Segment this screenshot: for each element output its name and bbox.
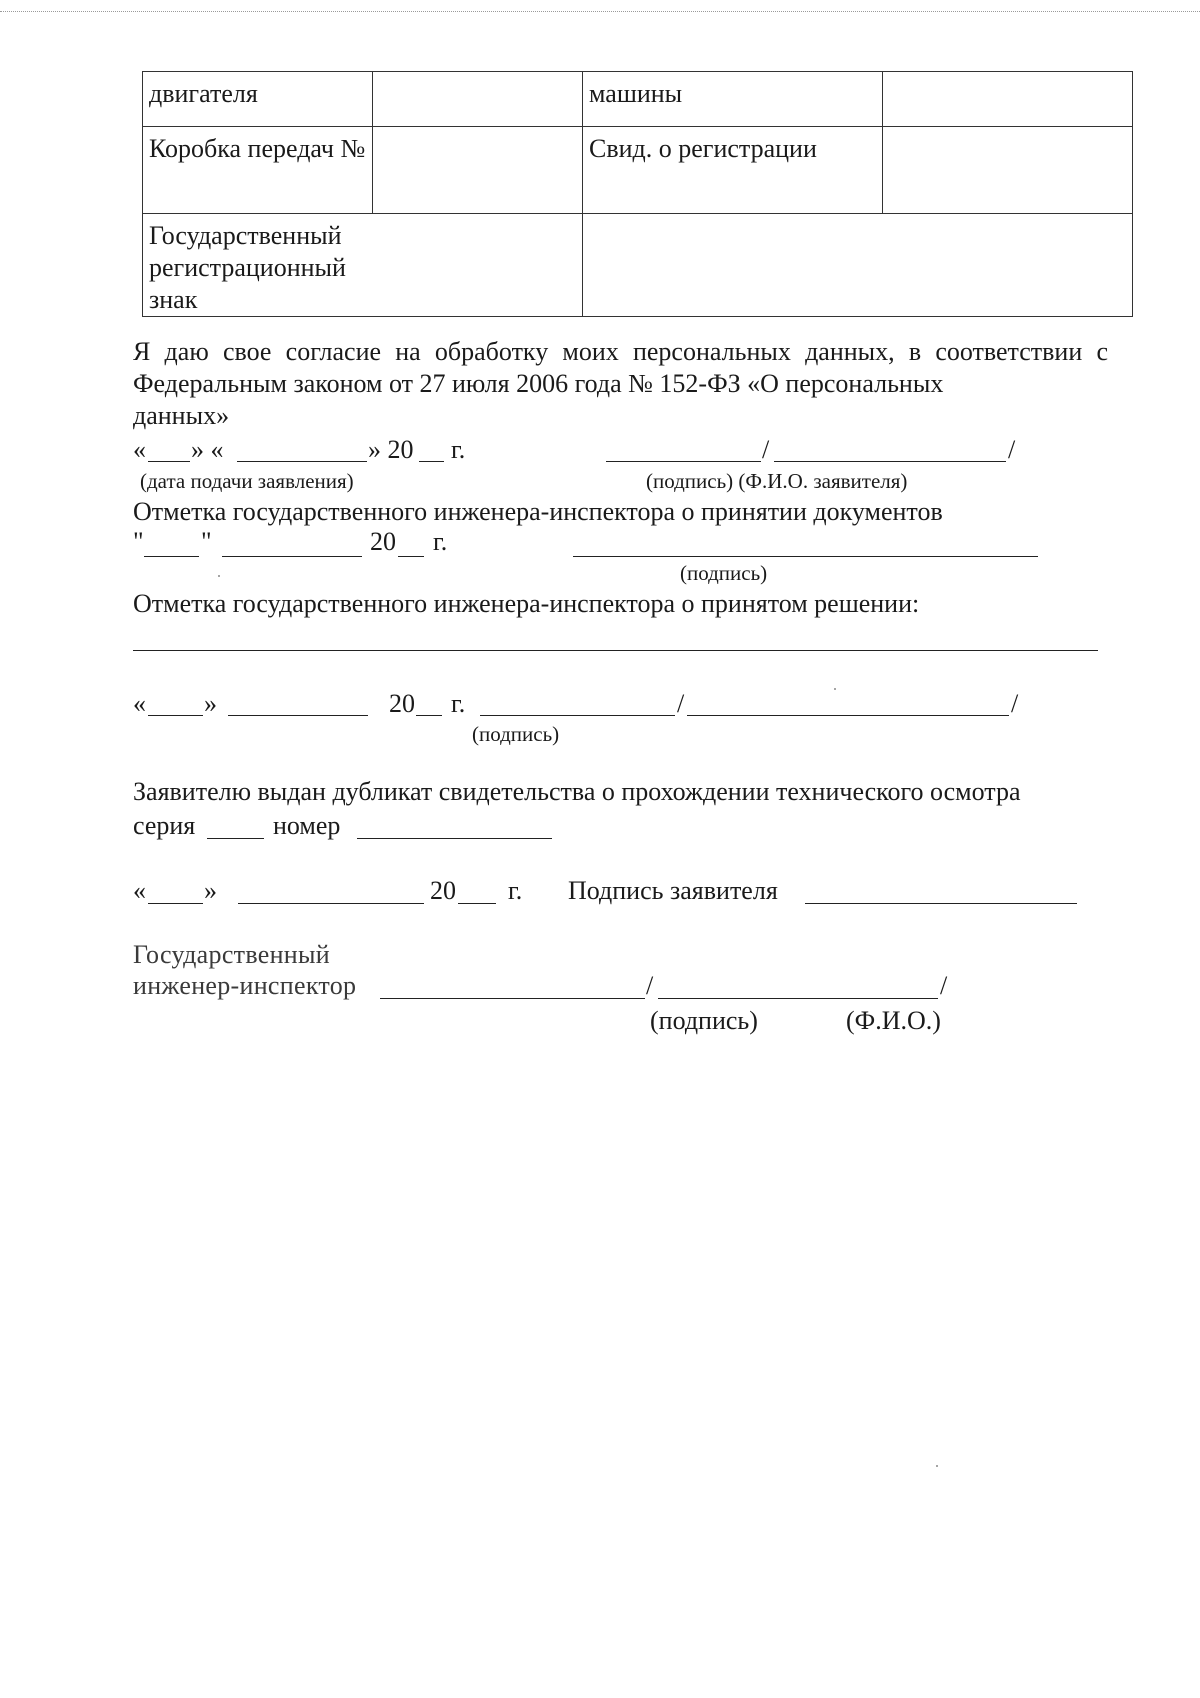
application-date-caption: (дата подачи заявления): [140, 469, 354, 493]
acceptance-close-quote: ": [201, 527, 212, 556]
applicant-slash: /: [762, 435, 770, 464]
acceptance-day-field[interactable]: [144, 556, 199, 557]
applicant-signature-label: Подпись заявителя: [568, 876, 778, 905]
final-year-prefix: 20: [430, 876, 456, 905]
applicant-name-field[interactable]: [774, 461, 1006, 462]
applicant-date-year-suffix: г.: [451, 435, 466, 464]
number-field[interactable]: [357, 838, 552, 839]
scan-speck: [936, 1465, 938, 1467]
table-row: [143, 127, 1133, 214]
applicant-day-field[interactable]: [148, 461, 190, 462]
applicant-date-open-quote: «: [133, 435, 146, 464]
inspector-slash: /: [646, 971, 654, 1000]
final-applicant-signature-field[interactable]: [805, 903, 1077, 904]
scan-speck: [218, 575, 220, 577]
table-cell-registration-cert-label: Свид. о регистрации: [583, 127, 883, 214]
table-row: [143, 72, 1133, 127]
acceptance-open-quote: ": [133, 527, 144, 556]
vehicle-data-table: [142, 71, 1133, 317]
consent-text-tail: данных»: [133, 401, 230, 430]
decision-signature-caption: (подпись): [472, 722, 560, 746]
decision-slash-end: /: [1011, 689, 1019, 718]
applicant-date-mid-quote: » «: [191, 435, 224, 464]
decision-close-quote: »: [204, 689, 217, 718]
consent-paragraph: [133, 336, 1108, 432]
table-cell-gearbox-label: Коробка передач №: [143, 127, 373, 214]
final-day-field[interactable]: [148, 903, 203, 904]
series-label: серия: [133, 811, 196, 840]
inspector-signature-caption: (подпись): [650, 1006, 758, 1035]
applicant-signature-field[interactable]: [606, 461, 761, 462]
final-open-quote: «: [133, 876, 146, 905]
acceptance-year-field[interactable]: [398, 556, 424, 557]
applicant-signature-caption: (подпись) (Ф.И.О. заявителя): [646, 469, 908, 493]
final-year-field[interactable]: [458, 903, 496, 904]
decision-heading: Отметка государственного инженера-инспектора о принятом решении:: [133, 589, 920, 618]
table-cell-engine-label: двигателя: [143, 72, 373, 127]
applicant-year-field[interactable]: [419, 461, 444, 462]
decision-text-field[interactable]: [133, 650, 1098, 651]
decision-slash: /: [677, 689, 685, 718]
applicant-slash-end: /: [1008, 435, 1016, 464]
acceptance-signature-caption: (подпись): [680, 561, 768, 585]
decision-year-prefix: 20: [389, 689, 415, 718]
consent-text: Я даю свое согласие на обработку моих персональных данных, в соответствии с Федеральным законом от 27 июля 2006 года № 152-ФЗ «О персональных: [133, 337, 1108, 398]
table-cell-engine-value[interactable]: [373, 72, 583, 127]
inspector-signature-field[interactable]: [380, 998, 645, 999]
decision-year-field[interactable]: [416, 715, 442, 716]
decision-month-field[interactable]: [228, 715, 368, 716]
decision-year-suffix: г.: [451, 689, 466, 718]
plate-label-text: Государственный регистрационный знак: [149, 221, 346, 314]
acceptance-month-field[interactable]: [222, 556, 362, 557]
series-field[interactable]: [207, 838, 264, 839]
final-month-field[interactable]: [238, 903, 424, 904]
scan-speck: [834, 688, 836, 690]
acceptance-year-prefix: 20: [370, 527, 396, 556]
table-cell-gearbox-value[interactable]: [373, 127, 583, 214]
table-cell-machine-label: машины: [583, 72, 883, 127]
acceptance-signature-field[interactable]: [573, 556, 1038, 557]
table-cell-machine-value[interactable]: [883, 72, 1133, 127]
decision-day-field[interactable]: [148, 715, 203, 716]
final-close-quote: »: [204, 876, 217, 905]
acceptance-year-suffix: г.: [433, 527, 448, 556]
table-row: [143, 214, 1133, 317]
inspector-slash-end: /: [940, 971, 948, 1000]
inspector-name-field[interactable]: [658, 998, 938, 999]
applicant-month-field[interactable]: [237, 461, 367, 462]
inspector-name-caption: (Ф.И.О.): [846, 1006, 941, 1035]
table-cell-plate-label: [143, 214, 583, 317]
table-cell-plate-value[interactable]: [583, 214, 1133, 317]
inspector-title-line1: Государственный: [133, 940, 330, 969]
duplicate-text: Заявителю выдан дубликат свидетельства о прохождении технического осмотра: [133, 777, 1021, 806]
acceptance-heading: Отметка государственного инженера-инспектора о принятии документов: [133, 497, 943, 526]
final-year-suffix: г.: [508, 876, 523, 905]
decision-open-quote: «: [133, 689, 146, 718]
decision-signature-field[interactable]: [480, 715, 675, 716]
inspector-title-line2: инженер-инспектор: [133, 971, 357, 1000]
applicant-date-year-prefix: » 20: [368, 435, 414, 464]
number-label: номер: [273, 811, 341, 840]
table-cell-registration-cert-value[interactable]: [883, 127, 1133, 214]
scan-top-edge: [0, 11, 1200, 12]
decision-name-field[interactable]: [687, 715, 1009, 716]
